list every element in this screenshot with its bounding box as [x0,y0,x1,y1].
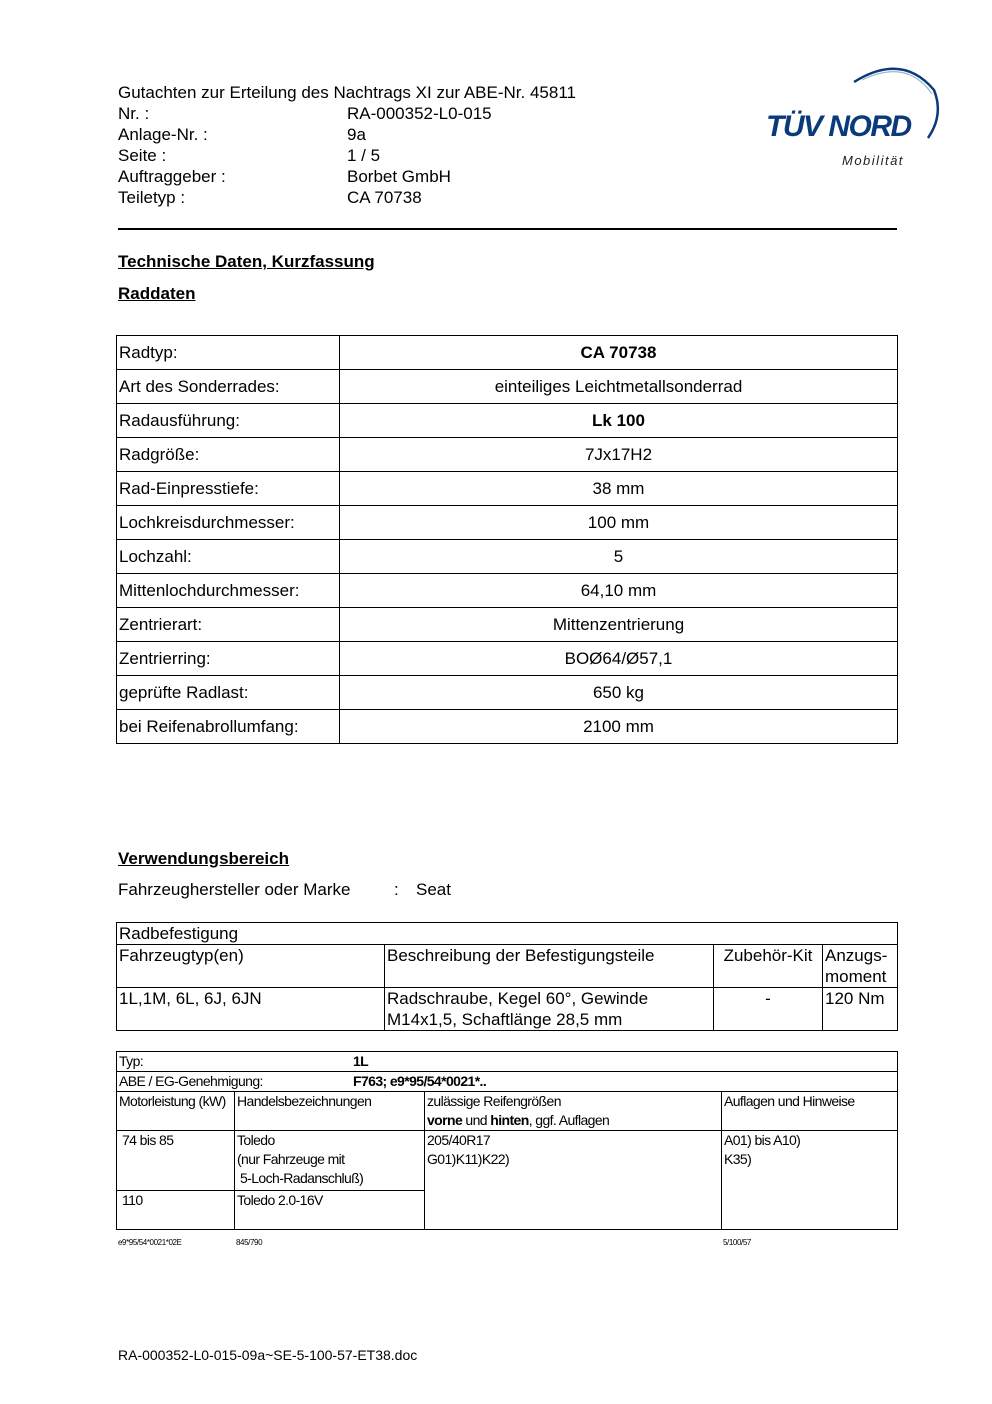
manufacturer-sep: : [394,880,399,899]
table-row [117,923,898,945]
header-divider [118,228,897,230]
header-row: Anlage-Nr. : 9a [118,125,366,144]
header-row: Auftraggeber : Borbet GmbH [118,167,451,186]
abe-value: F763; e9*95/54*0021*.. [353,1073,487,1089]
table-row: Radausführung: Lk 100 [117,404,898,438]
table-row: Fahrzeugtyp(en) Beschreibung der Befestigungsteile Zubehör-Kit Anzugs-moment [117,945,898,988]
table-row: Rad-Einpresstiefe: 38 mm [117,472,898,506]
manufacturer-line [118,880,451,900]
raddaten-table [116,335,898,744]
table-row: Mittenlochdurchmesser: 64,10 mm [117,574,898,608]
logo-subtitle: Mobilität [842,153,904,168]
typ-label: Typ: [119,1053,144,1069]
table-row: 1L,1M, 6L, 6J, 6JN Radschraube, Kegel 60°, Gewinde M14x1,5, Schaftlänge 28,5 mm - 120 Nm [117,988,898,1031]
section-title-verwendung: Verwendungsbereich [118,849,289,868]
abe-label: ABE / EG-Genehmigung: [119,1073,263,1089]
small-note: e9*95/54*0021*02E [118,1238,182,1247]
table-row: bei Reifenabrollumfang: 2100 mm [117,710,898,744]
section-title-tech: Technische Daten, Kurzfassung [118,252,375,271]
logo-brand: TÜV NORD [766,110,911,143]
table-row: Radtyp: CA 70738 [117,336,898,370]
table-row: Motorleistung (kW) Handelsbezeichnungen zulässige Reifengrößen vorne und hinten, ggf. Auflagen Auflagen und Hinweise [117,1092,898,1131]
table-row: Zentrierart: Mittenzentrierung [117,608,898,642]
table-row: Lochkreisdurchmesser: 100 mm [117,506,898,540]
table-row: Art des Sonderrades: einteiliges Leichtmetallsonderrad [117,370,898,404]
table-row: Lochzahl: 5 [117,540,898,574]
typ-value: 1L [353,1053,369,1069]
small-note: 845/790 [236,1238,263,1247]
section-title-raddaten: Raddaten [118,284,196,303]
table-row [117,1052,898,1072]
typ-table [116,1051,898,1230]
footer-filename: RA-000352-L0-015-09a~SE-5-100-57-ET38.doc [118,1347,418,1363]
table-row: 110 Toledo 2.0-16V [117,1191,898,1230]
table-row [117,1072,898,1092]
manufacturer-label: Fahrzeughersteller oder Marke [118,880,351,899]
tuv-nord-logo [762,60,942,170]
document-header [118,82,576,208]
table-row: Zentrierring: BOØ64/Ø57,1 [117,642,898,676]
manufacturer-value: Seat [416,880,451,899]
table-row: Radgröße: 7Jx17H2 [117,438,898,472]
header-row: Seite : 1 / 5 [118,146,381,165]
small-note: 5/100/57 [723,1238,751,1247]
header-title: Gutachten zur Erteilung des Nachtrags XI zur ABE-Nr. 45811 [118,83,576,102]
radbefestigung-title: Radbefestigung [117,923,898,945]
radbefestigung-table [116,922,898,1031]
header-row: Nr. : RA-000352-L0-015 [118,104,492,123]
table-row: 74 bis 85 Toledo (nur Fahrzeuge mit 5-Loch-Radanschluß) 205/40R17 G01)K11)K22) A01) bis A10) K35) [117,1131,898,1191]
table-row: geprüfte Radlast: 650 kg [117,676,898,710]
header-row: Teiletyp : CA 70738 [118,188,422,207]
